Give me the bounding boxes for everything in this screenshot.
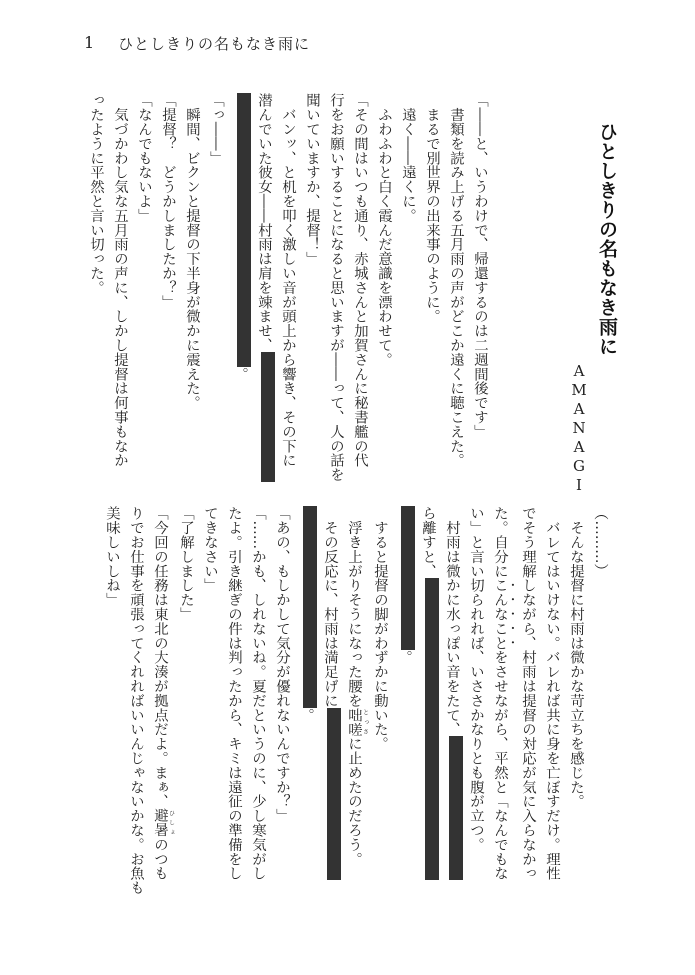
text-line bbox=[468, 93, 492, 483]
text-segment: 気づかわし気な五月雨の声に、しかし提督は何事もなか bbox=[112, 93, 128, 468]
text-segment: でそう理解しながら、村雨は提督の対応が気に入らなかっ bbox=[520, 506, 536, 881]
text-segment: 書類を読み上げる五月雨の声がどこか遠くに聴こえた。 bbox=[448, 93, 464, 468]
text-segment: 遠く――遠くに。 bbox=[400, 93, 416, 223]
redacted-block bbox=[449, 736, 463, 880]
text-line bbox=[440, 506, 464, 906]
upper-text-block bbox=[84, 93, 492, 483]
text-line bbox=[588, 506, 612, 906]
author-name: AMANAGI bbox=[570, 362, 588, 495]
text-segment: まるで別世界の出来事のように。 bbox=[424, 93, 440, 324]
text-line bbox=[516, 506, 540, 906]
text-line bbox=[368, 506, 392, 906]
text-segment: 行をお願いすることになると思いますが――って、人の話を bbox=[328, 93, 344, 482]
text-line bbox=[464, 506, 488, 906]
text-segment: 「今回の任務は東北の大湊が拠点だよ。まぁ、 bbox=[152, 506, 168, 809]
text-segment: 。 bbox=[298, 707, 314, 722]
text-segment: 聞いていますか、提督！」 bbox=[304, 93, 320, 266]
text-segment: 。 bbox=[232, 366, 248, 381]
text-line bbox=[564, 506, 588, 906]
text-line bbox=[294, 506, 318, 906]
text-line bbox=[124, 506, 148, 906]
redacted-block bbox=[261, 352, 275, 482]
text-segment: 「その間はいつも通り、赤城さんと加賀さんに秘書艦の代 bbox=[352, 93, 368, 468]
redacted-block bbox=[425, 578, 439, 880]
text-segment: バンッ、と机を叩く激しい音が頭上から響き、その下に bbox=[280, 93, 296, 468]
text-segment: に止めたのだろう。 bbox=[346, 736, 362, 867]
text-line bbox=[540, 506, 564, 906]
text-segment: 「提督？ どうかしましたか？」 bbox=[160, 93, 176, 309]
text-line bbox=[342, 506, 368, 906]
text-line bbox=[392, 506, 416, 906]
redacted-block bbox=[303, 506, 317, 708]
text-line bbox=[148, 506, 174, 906]
lower-text-block bbox=[100, 506, 612, 906]
text-segment: 瞬間、ビクンと提督の下半身が微かに震えた。 bbox=[184, 93, 200, 410]
text-line bbox=[444, 93, 468, 483]
story-title: ひとしきりの名もなき雨に bbox=[596, 122, 618, 356]
text-line bbox=[416, 506, 440, 906]
redacted-block bbox=[401, 506, 415, 650]
text-segment: 「了解しました」 bbox=[178, 506, 194, 622]
text-segment: てきなさい」 bbox=[202, 506, 218, 593]
text-segment: 村雨は微かに水っぽい音をたて、 bbox=[444, 506, 460, 737]
text-segment: ら離すと、 bbox=[420, 506, 436, 578]
text-line bbox=[252, 93, 276, 483]
text-line bbox=[300, 93, 324, 483]
text-line bbox=[228, 93, 252, 483]
text-line bbox=[488, 506, 516, 906]
text-segment: い」と言い切られれば、いささかなりとも腹が立つ。 bbox=[468, 506, 484, 852]
text-line bbox=[396, 93, 420, 483]
ruby-base: 避暑 bbox=[152, 808, 168, 838]
text-segment: 「――と、いうわけで、帰還するのは二週間後です」 bbox=[472, 93, 488, 439]
page-number: 1 bbox=[84, 33, 95, 52]
text-line bbox=[372, 93, 396, 483]
text-line bbox=[348, 93, 372, 483]
text-segment: 「っ――」 bbox=[208, 93, 224, 165]
ruby-word bbox=[346, 707, 369, 737]
text-line bbox=[198, 506, 222, 906]
redacted-block bbox=[237, 93, 251, 367]
text-segment: （………） bbox=[592, 506, 608, 578]
text-line bbox=[420, 93, 444, 483]
text-segment: りでお仕事を頑張ってくれればいいんじゃないかな。お魚も bbox=[128, 506, 144, 895]
text-line bbox=[180, 93, 204, 483]
text-line bbox=[174, 506, 198, 906]
ruby-reading: ひしょ bbox=[167, 808, 175, 838]
ruby-base: 咄嗟 bbox=[346, 707, 362, 737]
text-segment: 浮き上がりそうになった腰を bbox=[346, 506, 362, 708]
text-segment: バレてはいけない。バレれば共に身を亡ぼすだけ。理性 bbox=[544, 506, 560, 881]
text-segment: ったように平然と言い切った。 bbox=[88, 93, 104, 295]
text-line bbox=[84, 93, 108, 483]
ruby-word bbox=[152, 808, 175, 838]
redacted-block bbox=[327, 708, 341, 881]
text-segment: をさせながら、平然と「なんでもな bbox=[492, 650, 508, 881]
text-line bbox=[318, 506, 342, 906]
text-segment: 潜んでいた彼女――村雨は肩を竦ませ、 bbox=[256, 93, 272, 353]
text-line bbox=[132, 93, 156, 483]
text-line bbox=[100, 506, 124, 906]
text-segment: 。 bbox=[396, 650, 412, 665]
text-segment: すると提督の脚がわずかに動いた。 bbox=[372, 506, 388, 751]
running-header-title: ひとしきりの名もなき雨に bbox=[118, 35, 311, 53]
text-segment: ふわふわと白く霞んだ意識を漂わせて。 bbox=[376, 93, 392, 367]
text-segment: たよ。引き継ぎの件は判ったから、キミは遠征の準備をし bbox=[226, 506, 242, 881]
text-line bbox=[246, 506, 270, 906]
text-segment: 「あの、もしかして気分が優れないんですか？」 bbox=[274, 506, 290, 823]
text-line bbox=[108, 93, 132, 483]
text-line bbox=[156, 93, 180, 483]
text-segment: 「……かも、しれないね。夏だというのに、少し寒気がし bbox=[250, 506, 266, 881]
text-segment: その反応に、村雨は満足げに bbox=[322, 506, 338, 708]
text-segment: た。自分に bbox=[492, 506, 508, 578]
text-line bbox=[204, 93, 228, 483]
text-segment: そんな提督に村雨は微かな苛立ちを感じた。 bbox=[568, 506, 584, 809]
text-segment: 美味しいしね」 bbox=[104, 506, 120, 607]
text-line bbox=[276, 93, 300, 483]
text-segment: 「なんでもないよ」 bbox=[136, 93, 152, 223]
ruby-reading: とっさ bbox=[361, 707, 369, 737]
emphasized-text: こんなこと bbox=[492, 578, 508, 650]
text-line bbox=[324, 93, 348, 483]
text-line bbox=[270, 506, 294, 906]
text-segment: のつも bbox=[152, 837, 168, 881]
text-line bbox=[222, 506, 246, 906]
